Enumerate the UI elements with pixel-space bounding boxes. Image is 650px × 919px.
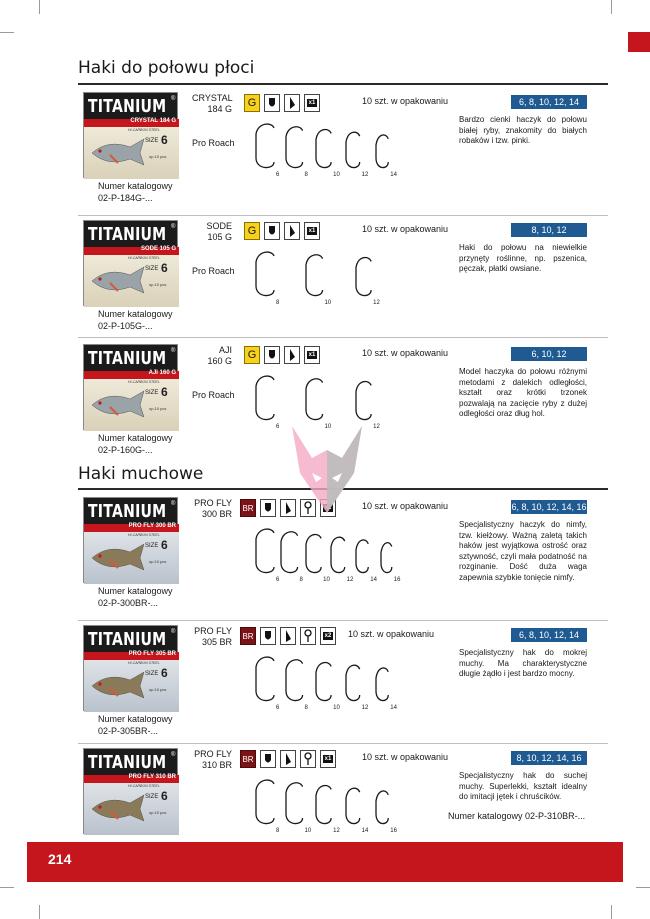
fox-watermark-icon [282, 418, 372, 518]
hook-drawing [256, 657, 274, 701]
hook-size-label: 10 [304, 828, 312, 834]
trademark-icon: ® [171, 752, 176, 758]
feature-icons [240, 750, 336, 768]
model-line: 184 G [207, 104, 232, 114]
package-brand: TITANIUM [88, 224, 167, 245]
hook-size-label: 12 [346, 577, 354, 583]
hook-size-label: 16 [393, 577, 401, 583]
hook-drawing [256, 252, 274, 296]
package-qty: op.10 pcs [149, 810, 167, 815]
catalog-label: Numer katalogowy [98, 181, 173, 191]
product-package [83, 344, 178, 430]
catalog-value: 02-P-184G-... [98, 193, 153, 203]
hook-drawing [256, 529, 274, 573]
package-brand: TITANIUM [88, 348, 167, 369]
section-title: Haki muchowe [78, 464, 204, 484]
trademark-icon: ® [171, 224, 176, 230]
hook-drawing [376, 668, 388, 701]
catalog-number [448, 810, 585, 822]
pack-quantity: 10 szt. w opakowaniu [348, 629, 435, 639]
model-name [192, 93, 232, 115]
trademark-icon: ® [171, 501, 176, 507]
hook-size-label: 12 [333, 828, 340, 834]
catalog-number [98, 713, 173, 737]
hook-size-label: 6 [276, 424, 280, 430]
hook-size-label: 14 [370, 577, 377, 583]
package-brand: TITANIUM [88, 501, 167, 522]
hook-size-label: 10 [324, 300, 332, 306]
eye-icon [260, 750, 276, 768]
sizes-badge: 8, 10, 12 [511, 223, 587, 237]
trademark-icon: ® [171, 96, 176, 102]
catalog-label: Numer katalogowy [98, 714, 173, 724]
hook-drawing [356, 540, 368, 573]
feature-icons [244, 346, 320, 364]
product-package [83, 220, 178, 306]
package-size-label: SIZE [145, 671, 159, 677]
hook-drawing [286, 127, 303, 168]
catalog-label: Numer katalogowy [448, 811, 523, 821]
model-name [192, 498, 232, 520]
catalog-value: 02-P-300BR-... [98, 598, 159, 608]
hook-drawing [331, 537, 345, 572]
hook-size-label: 8 [276, 828, 280, 834]
package-size: 6 [161, 538, 168, 552]
hook-sizes-diagram [244, 651, 397, 717]
model-line: 305 BR [201, 637, 232, 647]
hook-drawing [356, 381, 371, 419]
crop-mark [611, 905, 612, 919]
package-sub: HI-CARBON STEEL [128, 661, 160, 665]
model-line: 310 BR [201, 760, 232, 770]
barb-icon [284, 222, 300, 240]
section-title: Haki do połowu płoci [78, 58, 255, 78]
model-line: PRO FLY [194, 749, 232, 759]
hook-size-label: 12 [361, 705, 369, 711]
sizes-badge: 8, 10, 12, 14, 16 [511, 751, 587, 765]
hook-drawing [346, 788, 360, 823]
hook-sizes-diagram [244, 246, 394, 312]
package-sub: HI-CARBON STEEL [128, 533, 160, 537]
package-model: CRYSTAL 184 G [130, 118, 176, 124]
package-qty: op.10 pcs [149, 687, 167, 692]
hook-size-label: 14 [390, 172, 397, 178]
product-package [83, 92, 178, 178]
ring-eye-icon [300, 750, 316, 768]
hook-drawing [356, 257, 371, 295]
fish-icon [88, 135, 148, 169]
hook-size-label: 8 [299, 577, 303, 583]
hook-drawing [281, 532, 298, 573]
package-qty: op.10 pcs [149, 282, 167, 287]
point-icon [280, 750, 296, 768]
eye-icon [260, 627, 276, 645]
row-divider [78, 620, 608, 621]
hook-drawing [306, 534, 321, 572]
hook-size-label: 10 [324, 424, 332, 430]
feature-icons [244, 94, 320, 112]
package-size: 6 [161, 261, 168, 275]
catalog-value: 02-P-105G-... [98, 321, 153, 331]
row-divider [78, 215, 608, 216]
row-divider [78, 743, 608, 744]
package-brand: TITANIUM [88, 629, 167, 650]
model-line: PRO FLY [194, 498, 232, 508]
catalog-number [98, 180, 173, 204]
package-size: 6 [161, 666, 168, 680]
package-size: 6 [161, 385, 168, 399]
target-fish: Pro Roach [192, 266, 235, 276]
pack-quantity: 10 szt. w opakowaniu [362, 501, 449, 511]
package-model: PRO FLY 305 BR [128, 651, 176, 657]
package-model: SODE 105 G [140, 246, 176, 252]
model-line: CRYSTAL [192, 93, 233, 103]
hook-drawing [306, 379, 323, 420]
crop-mark [611, 0, 612, 14]
sizes-badge: 6, 8, 10, 12, 14 [511, 95, 587, 109]
package-qty: op.10 pcs [149, 154, 167, 159]
page-number: 214 [48, 851, 72, 867]
pack-count-icon: x1 [304, 94, 320, 112]
catalog-label: Numer katalogowy [98, 586, 173, 596]
fish-icon [88, 540, 148, 574]
model-line: AJI [218, 345, 232, 355]
point-icon [280, 627, 296, 645]
package-model: PRO FLY 310 BR [128, 774, 176, 780]
catalog-number [98, 432, 173, 456]
model-line: 160 G [207, 356, 232, 366]
product-package [83, 497, 178, 583]
hook-size-label: 12 [373, 424, 380, 430]
sizes-badge: 6, 8, 10, 12, 14, 16 [511, 502, 587, 512]
catalog-label: Numer katalogowy [98, 309, 173, 319]
pack-count-icon: x1 [304, 346, 320, 364]
feature-icons [240, 627, 336, 645]
model-line: 300 BR [201, 509, 232, 519]
model-line: SODE [206, 221, 232, 231]
package-size-label: SIZE [145, 266, 159, 272]
crop-mark [39, 905, 40, 919]
hook-type-icon: G [244, 346, 260, 364]
product-description: Haki do połowu na niewielkie przynęty roślinne, np. pszenica, pęczak, płatki owsiane. [459, 243, 587, 273]
product-description: Specjalistyczny haczyk do nimfy, tzw. kiełżowy. Ważną zaletą takich haków jest wyjątkowa ostrość oraz sztywność, czyli mała podatność na rozginanie. Dość duża waga zapewnia szybkie tonięcie nimfy. [459, 520, 587, 582]
fish-icon [88, 387, 148, 421]
hook-drawing [256, 780, 274, 824]
hook-drawing [316, 785, 331, 823]
catalog-value: 02-P-305BR-... [98, 726, 159, 736]
product-description: Model haczyka do połowu różnymi metodami z dalekich odległości, kształt oraz krótki trzonek pozwalają na zacięcie ryby z dużej odległości oraz dług hol. [459, 367, 587, 418]
pack-quantity: 10 szt. w opakowaniu [362, 348, 449, 358]
hook-size-label: 6 [276, 577, 280, 583]
catalog-number [98, 585, 173, 609]
package-model: AJI 160 G [148, 370, 176, 376]
ring-eye-icon [300, 627, 316, 645]
hook-size-label: 8 [304, 172, 308, 178]
hook-size-label: 10 [333, 705, 340, 711]
catalog-label: Numer katalogowy [98, 433, 173, 443]
hook-drawing [306, 255, 323, 296]
pack-quantity: 10 szt. w opakowaniu [362, 224, 449, 234]
hook-type-icon: G [244, 222, 260, 240]
hook-drawing [256, 376, 274, 420]
pack-quantity: 10 szt. w opakowaniu [362, 96, 449, 106]
footer-bar [27, 842, 623, 882]
sizes-badge: 6, 8, 10, 12, 14 [511, 628, 587, 642]
model-line: PRO FLY [194, 626, 232, 636]
package-size-label: SIZE [145, 543, 159, 549]
package-model: PRO FLY 300 BR [128, 523, 176, 529]
hook-type-icon: BR [240, 750, 256, 768]
model-name [192, 749, 232, 771]
package-qty: op.10 pcs [149, 406, 167, 411]
pack-count-icon: x1 [304, 222, 320, 240]
crop-mark [0, 887, 14, 888]
hook-drawing [376, 791, 388, 824]
package-sub: HI-CARBON STEEL [128, 256, 160, 260]
hook-size-label: 10 [333, 172, 340, 178]
hook-size-label: 12 [361, 172, 369, 178]
package-brand: TITANIUM [88, 96, 167, 117]
hook-size-label: 14 [361, 828, 369, 834]
eye-icon [260, 499, 276, 517]
hook-drawing [316, 129, 331, 167]
hook-size-label: 8 [276, 300, 280, 306]
package-sub: HI-CARBON STEEL [128, 784, 160, 788]
barb-icon [284, 94, 300, 112]
sizes-badge: 6, 10, 12 [511, 347, 587, 361]
hook-drawing [316, 662, 331, 700]
hook-drawing [376, 135, 388, 168]
target-fish: Pro Roach [192, 138, 235, 148]
hook-drawing [286, 783, 303, 824]
product-package [83, 625, 178, 711]
hook-sizes-diagram [244, 523, 401, 589]
package-size-label: SIZE [145, 794, 159, 800]
fish-icon [88, 668, 148, 702]
catalog-number [98, 308, 173, 332]
hook-drawing [346, 665, 360, 700]
fish-icon [88, 263, 148, 297]
product-description: Bardzo cienki haczyk do połowu białej ryby, znakomity do białych robaków i tzw. pinki. [459, 115, 587, 145]
section-rule [78, 83, 608, 85]
hook-sizes-diagram [244, 118, 397, 184]
eye-icon [264, 94, 280, 112]
product-package [83, 748, 178, 834]
package-sub: HI-CARBON STEEL [128, 128, 160, 132]
package-size-label: SIZE [145, 390, 159, 396]
package-brand: TITANIUM [88, 752, 167, 773]
hook-size-label: 12 [373, 300, 380, 306]
hook-size-label: 16 [390, 828, 397, 834]
hook-size-label: 10 [323, 577, 330, 583]
hook-drawing [256, 124, 274, 168]
eye-icon [264, 346, 280, 364]
trademark-icon: ® [171, 629, 176, 635]
model-name [192, 221, 232, 243]
target-fish: Pro Roach [192, 390, 235, 400]
hook-type-icon: BR [240, 627, 256, 645]
crop-mark [636, 887, 650, 888]
pack-quantity: 10 szt. w opakowaniu [362, 752, 449, 762]
catalog-value: 02-P-310BR-... [525, 811, 586, 821]
hook-drawing [346, 132, 360, 167]
hook-type-icon: G [244, 94, 260, 112]
crop-mark [0, 32, 14, 33]
hook-size-label: 14 [390, 705, 397, 711]
hook-size-label: 6 [276, 172, 280, 178]
catalog-value: 02-P-160G-... [98, 445, 153, 455]
package-qty: op.10 pcs [149, 559, 167, 564]
trademark-icon: ® [171, 348, 176, 354]
hook-size-label: 6 [276, 705, 280, 711]
package-size-label: SIZE [145, 138, 159, 144]
hook-drawing [381, 543, 392, 573]
hook-sizes-diagram [244, 774, 397, 840]
crop-mark [39, 0, 40, 14]
row-divider [78, 337, 608, 338]
model-name [192, 345, 232, 367]
package-sub: HI-CARBON STEEL [128, 380, 160, 384]
pack-count-icon: x1 [320, 750, 336, 768]
feature-icons [244, 222, 320, 240]
package-size: 6 [161, 133, 168, 147]
hook-size-label: 8 [304, 705, 308, 711]
model-line: 105 G [207, 232, 232, 242]
hook-drawing [286, 660, 303, 701]
eye-icon [264, 222, 280, 240]
barb-icon [284, 346, 300, 364]
pack-count-icon: x2 [320, 627, 336, 645]
model-name [192, 626, 232, 648]
hook-type-icon: BR [240, 499, 256, 517]
product-description: Specjalistyczny hak do mokrej muchy. Ma charakterystyczne długie żądło i jest bardzo mocny. [459, 648, 587, 678]
product-description: Specjalistyczny hak do suchej muchy. Superlekki, kształt idealny do imitacji jętek i chruścików. [459, 771, 587, 801]
edge-tab [628, 32, 650, 52]
fish-icon [88, 791, 148, 825]
package-size: 6 [161, 789, 168, 803]
